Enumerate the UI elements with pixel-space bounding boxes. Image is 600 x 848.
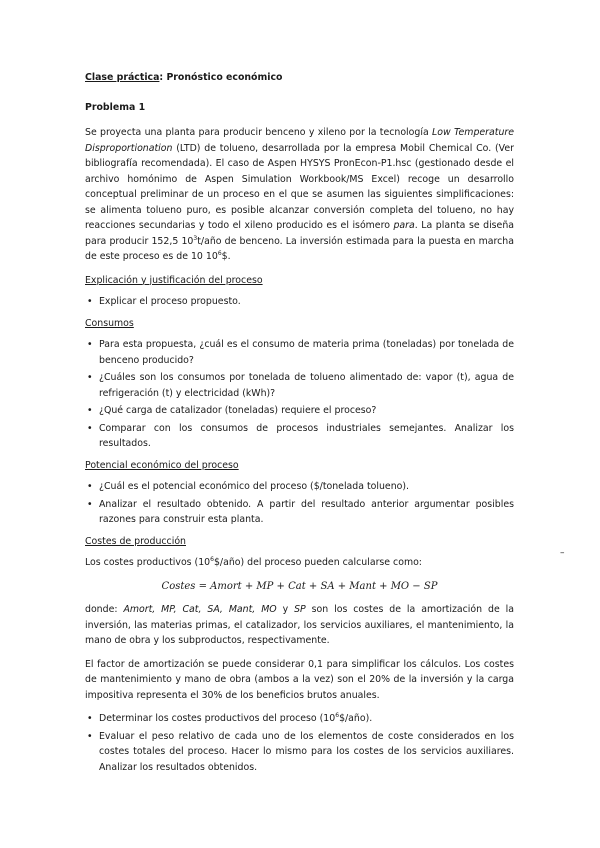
list-item: • ¿Qué carga de catalizador (toneladas) requiere el proceso?: [99, 403, 514, 419]
list-item: • Evaluar el peso relativo de cada uno de los elementos de coste considerados en los costes totales del proceso. Hacer lo mismo para los costes de los servicios auxiliares. Analizar los resultados obtenidos.: [99, 729, 514, 776]
cost-formula: Costes = Amort + MP + Cat + SA + Mant + MO − SP: [161, 580, 438, 592]
section-consumos: Consumos: [85, 317, 134, 329]
costes-item-0-a: Determinar los costes productivos del proceso (10: [99, 713, 336, 724]
costes-intro: [85, 555, 514, 571]
list-item: • Analizar el resultado obtenido. A partir del resultado anterior argumentar posibles razones para construir esta planta.: [99, 497, 514, 528]
costes-intro-a: Los costes productivos (10: [85, 557, 211, 568]
intro-text-c: (LTD) de tolueno, desarrollada por la empresa Mobil Chemical Co. (Ver bibliografía recomendada). El caso de Aspen HYSYS PronEcon-P1.hsc (gestionado desde el archivo homónimo de Aspen Simulation Workbook/MS Excel) recoge un desarrollo conceptual preliminar de un proceso en el que se asumen las siguientes simplificaciones: se alimenta tolueno puro, es posible alcanzar conversión completa del tolueno, no hay reacciones secundarias y todo el xileno producido es el isómero: [85, 142, 514, 231]
donde-c: y: [276, 604, 295, 615]
donde-e: son los costes de la amortización de la inversión, las materias primas, el catalizador, los servicios auxiliares, el mantenimiento, la mano de obra y los subproductos, respectivamente.: [85, 604, 514, 646]
section-explicacion: Explicación y justificación del proceso: [85, 274, 263, 286]
title-rest: Pronóstico económico: [166, 72, 283, 83]
list-item: • ¿Cuáles son los consumos por tonelada de tolueno alimentado de: vapor (t), agua de refrigeración (t) y electricidad (kWh)?: [99, 370, 514, 401]
document-page: [85, 70, 514, 781]
page-title: [85, 70, 514, 86]
list-item: [99, 711, 514, 727]
intro-text-d: para: [393, 220, 415, 231]
donde-a: donde:: [85, 604, 124, 615]
title-sep: :: [159, 72, 167, 83]
costes-intro-sup: 6: [210, 555, 214, 563]
costes-item-0-sup: 6: [335, 711, 340, 719]
list-item: • ¿Cuál es el potencial económico del proceso ($/tonelada tolueno).: [99, 479, 514, 495]
donde-paragraph: [85, 602, 514, 649]
intro-sup-h: 6: [217, 249, 222, 257]
list-item: • Explicar el proceso propuesto.: [99, 294, 514, 310]
list-item: • Comparar con los consumos de procesos industriales semejantes. Analizar los resultados.: [99, 421, 514, 452]
potencial-list: [85, 479, 514, 528]
intro-text-a: Se proyecta una planta para producir benceno y xileno por la tecnología: [85, 127, 433, 138]
margin-mark: –: [560, 548, 565, 558]
problem-heading: Problema 1: [85, 101, 146, 113]
costes-intro-c: $/año) del proceso pueden calcularse como:: [213, 557, 422, 568]
costes-item-0-c: $/año).: [339, 713, 373, 724]
section-potencial: Potencial económico del proceso: [85, 459, 239, 471]
donde-d: SP: [294, 604, 306, 615]
intro-paragraph: [85, 125, 514, 265]
list-item: • Para esta propuesta, ¿cuál es el consumo de materia prima (toneladas) por tonelada de benceno producido?: [99, 337, 514, 368]
intro-sup-f: 3: [193, 234, 198, 242]
intro-text-b: Low Temperature Disproportionation: [85, 127, 515, 154]
title-prefix: Clase práctica: [85, 72, 160, 83]
consumos-list: [85, 337, 514, 452]
intro-text-i: $.: [221, 251, 231, 262]
explicacion-list: [85, 294, 514, 310]
intro-text-g: t/año de benceno. La inversión estimada para la puesta en marcha de este proceso es de 10 10: [85, 235, 514, 262]
factor-paragraph: El factor de amortización se puede considerar 0,1 para simplificar los cálculos. Los costes de mantenimiento y mano de obra (ambos a la vez) son el 20% de la inversión y la carga impositiva representa el 30% de los beneficios brutos anuales.: [85, 658, 514, 701]
intro-text-e: . La planta se diseña para producir 152,5 10: [85, 220, 515, 247]
costes-list: [85, 711, 514, 775]
section-costes: Costes de producción: [85, 535, 186, 547]
donde-b: Amort, MP, Cat, SA, Mant, MO: [123, 604, 277, 615]
